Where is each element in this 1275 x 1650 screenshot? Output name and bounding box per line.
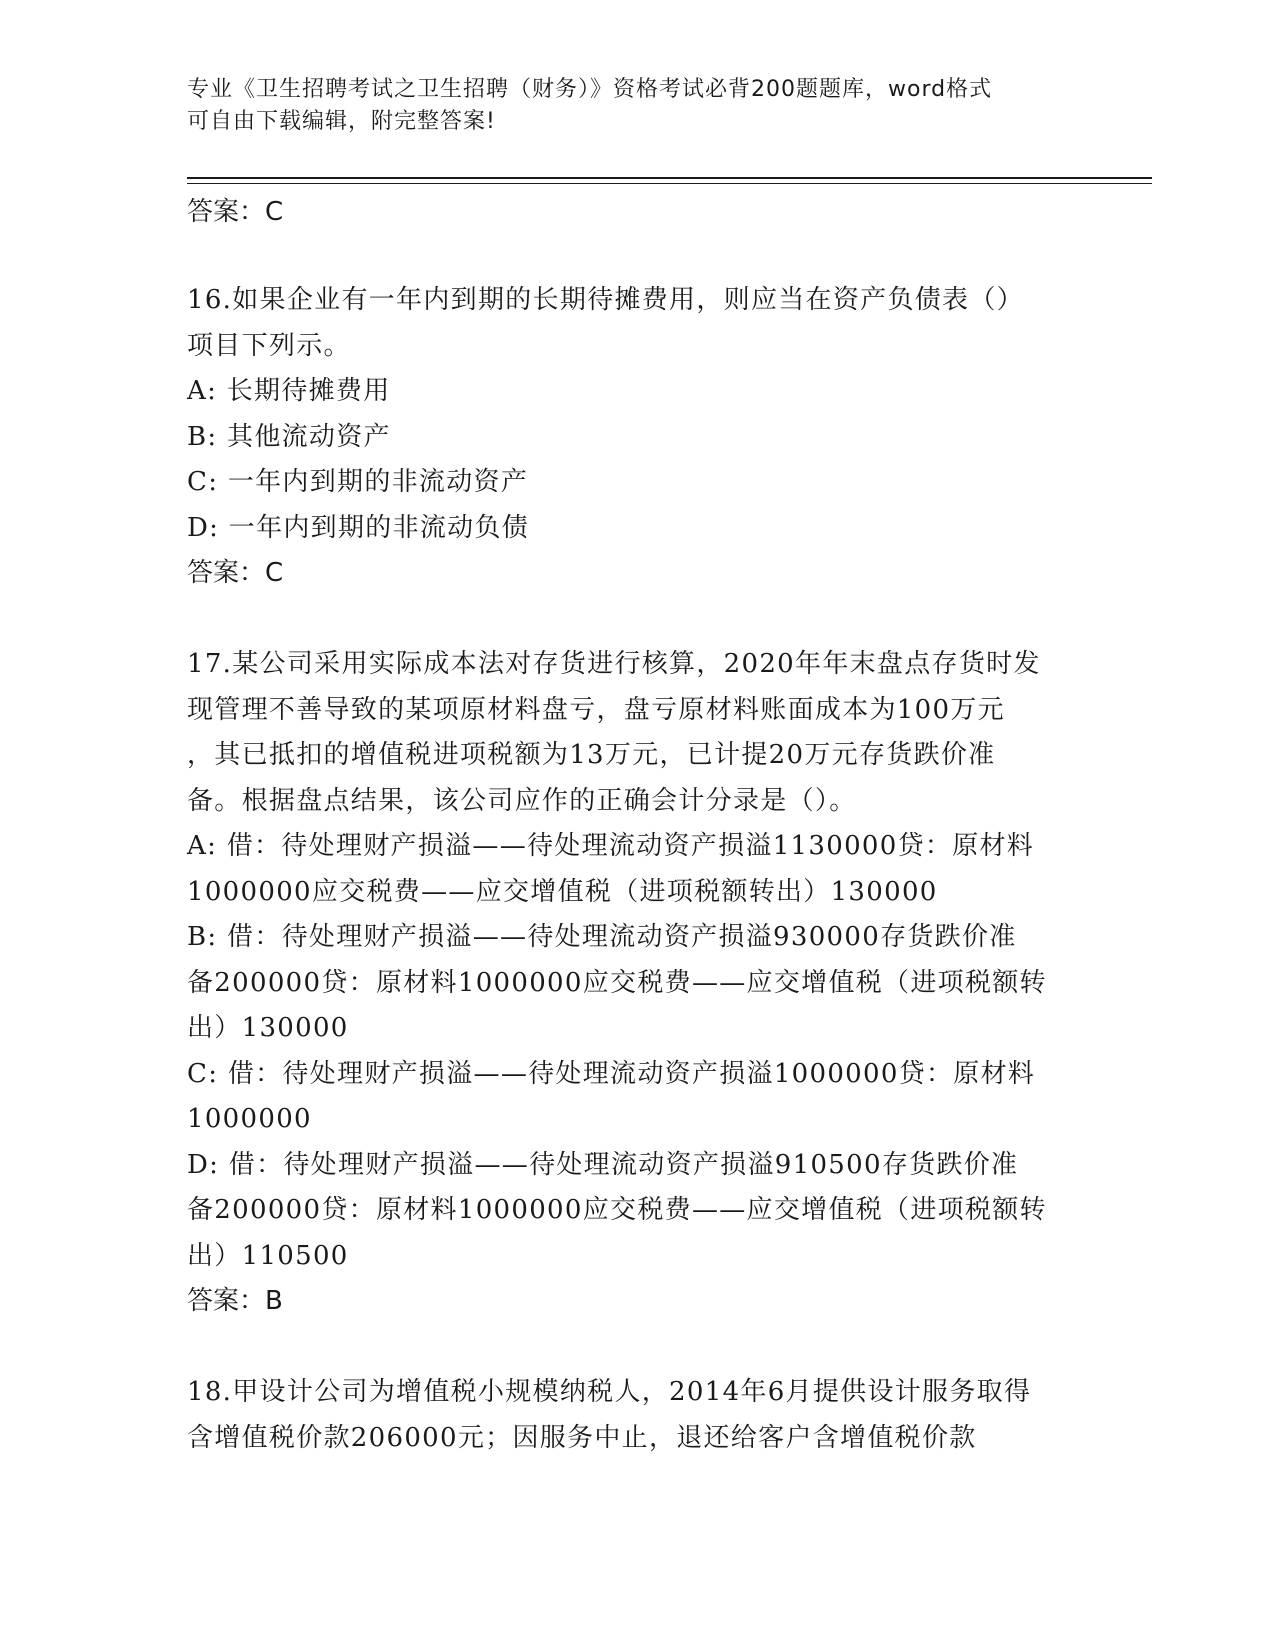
option-b: B: 借：待处理财产损溢——待处理流动资产损溢930000存货跌价准 bbox=[187, 922, 1017, 952]
document-header bbox=[187, 74, 1067, 138]
question-text-line: 含增值税价款206000元；因服务中止，退还给客户含增值税价款 bbox=[187, 1422, 977, 1453]
question-text-line: ，其已抵扣的增值税进项税额为13万元，已计提20万元存货跌价准 bbox=[187, 740, 996, 770]
answer-17: 答案：B bbox=[187, 1286, 283, 1316]
header-line-2: 可自由下载编辑，附完整答案! bbox=[187, 109, 496, 134]
question-18 bbox=[187, 1370, 1087, 1461]
question-17 bbox=[187, 642, 1087, 1324]
option-a: A: 借：待处理财产损溢——待处理流动资产损溢1130000贷：原材料 bbox=[187, 831, 1035, 861]
header-rule-thin bbox=[187, 183, 1152, 184]
option-b-continued: 出）130000 bbox=[187, 1013, 349, 1043]
option-b-continued: 备200000贷：原材料1000000应交税费——应交增值税（进项税额转 bbox=[187, 967, 1047, 998]
option-a-continued: 1000000应交税费——应交增值税（进项税额转出）130000 bbox=[187, 876, 938, 907]
option-d-continued: 出）110500 bbox=[187, 1240, 349, 1271]
answer-previous: 答案：C bbox=[187, 197, 284, 227]
option-d-continued: 备200000贷：原材料1000000应交税费——应交增值税（进项税额转 bbox=[187, 1195, 1047, 1225]
question-text-line: 18.甲设计公司为增值税小规模纳税人，2014年6月提供设计服务取得 bbox=[187, 1377, 1032, 1407]
question-text-line: 项目下列示。 bbox=[187, 330, 351, 361]
option-c: C: 一年内到期的非流动资产 bbox=[187, 467, 529, 497]
question-text-line: 17.某公司采用实际成本法对存货进行核算，2020年年末盘点存货时发 bbox=[187, 649, 1041, 679]
option-c: C: 借：待处理财产损溢——待处理流动资产损溢1000000贷：原材料 bbox=[187, 1058, 1036, 1089]
header-line-1: 专业《卫生招聘考试之卫生招聘（财务）》资格考试必背200题题库，word格式 bbox=[187, 77, 993, 102]
question-text-line: 现管理不善导致的某项原材料盘亏，盘亏原材料账面成本为100万元 bbox=[187, 694, 1005, 725]
answer-16: 答案：C bbox=[187, 558, 284, 588]
question-text-line: 备。根据盘点结果，该公司应作的正确会计分录是（）。 bbox=[187, 785, 857, 816]
question-content bbox=[187, 190, 1087, 1461]
question-16 bbox=[187, 278, 1087, 596]
option-d: D: 借：待处理财产损溢——待处理流动资产损溢910500存货跌价准 bbox=[187, 1149, 1019, 1180]
question-text-line: 16.如果企业有一年内到期的长期待摊费用，则应当在资产负债表（） bbox=[187, 285, 1024, 315]
option-b: B: 其他流动资产 bbox=[187, 421, 391, 452]
option-d: D: 一年内到期的非流动负债 bbox=[187, 512, 530, 543]
option-a: A: 长期待摊费用 bbox=[187, 376, 391, 406]
option-c-continued: 1000000 bbox=[187, 1104, 312, 1134]
header-rule-thick bbox=[187, 177, 1152, 179]
